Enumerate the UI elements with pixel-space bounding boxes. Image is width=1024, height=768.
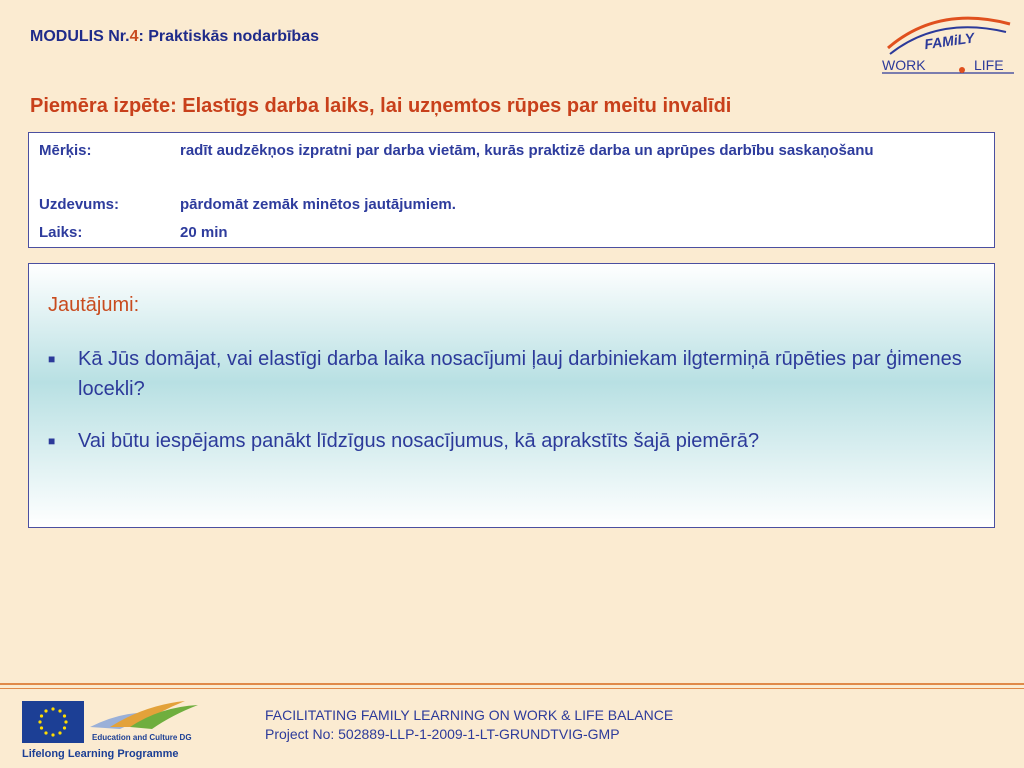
logo-work-text: WORK <box>882 57 926 73</box>
info-row-time <box>39 223 980 243</box>
info-value: pārdomāt zemāk minētos jautājumiem. <box>180 196 456 213</box>
info-label: Mērķis: <box>39 142 92 159</box>
square-bullet-icon: ■ <box>48 352 56 366</box>
footer-line-2: Project No: 502889-LLP-1-2009-1-LT-GRUNDTVIG-GMP <box>265 726 620 742</box>
footer-project-info <box>265 706 673 744</box>
question-text: Kā Jūs domājat, vai elastīgi darba laika nosacījumi ļauj darbiniekam ilgtermiņā rūpēties par ģimenes locekli? <box>78 348 962 400</box>
questions-box <box>28 263 995 528</box>
module-title <box>30 28 319 46</box>
logo-life-text: LIFE <box>974 57 1004 73</box>
info-value: radīt audzēkņos izpratni par darba vietām, kurās praktizē darba un aprūpes darbību saskaņošanu <box>180 142 874 159</box>
family-work-life-logo <box>878 10 1018 80</box>
module-suffix: : Praktiskās nodarbības <box>138 28 319 45</box>
footer-divider-thin <box>0 688 1024 689</box>
lifelong-learning-label: Lifelong Learning Programme <box>22 748 179 760</box>
eu-flag-icon <box>22 701 84 743</box>
square-bullet-icon: ■ <box>48 434 56 448</box>
question-text: Vai būtu iespējams panākt līdzīgus nosacījumus, kā aprakstīts šajā piemērā? <box>78 430 760 452</box>
info-label: Laiks: <box>39 224 83 241</box>
questions-heading: Jautājumi: <box>48 294 140 316</box>
info-box <box>28 132 995 248</box>
slide-title: Piemēra izpēte: Elastīgs darba laiks, lai uzņemtos rūpes par meitu invalīdi <box>30 95 732 117</box>
footer-divider <box>0 683 1024 685</box>
question-item <box>48 344 978 404</box>
footer-line-1: FACILITATING FAMILY LEARNING ON WORK & LIFE BALANCE <box>265 707 674 723</box>
info-label: Uzdevums: <box>39 196 120 213</box>
info-value: 20 min <box>180 224 228 241</box>
module-number: 4 <box>129 28 139 45</box>
question-item <box>48 426 978 456</box>
education-culture-label: Education and Culture DG <box>92 733 192 742</box>
info-row-goal <box>39 141 980 161</box>
logo-family-text: FAMiLY <box>923 29 976 53</box>
info-row-task <box>39 195 980 215</box>
module-prefix: MODULIS Nr. <box>30 28 130 45</box>
